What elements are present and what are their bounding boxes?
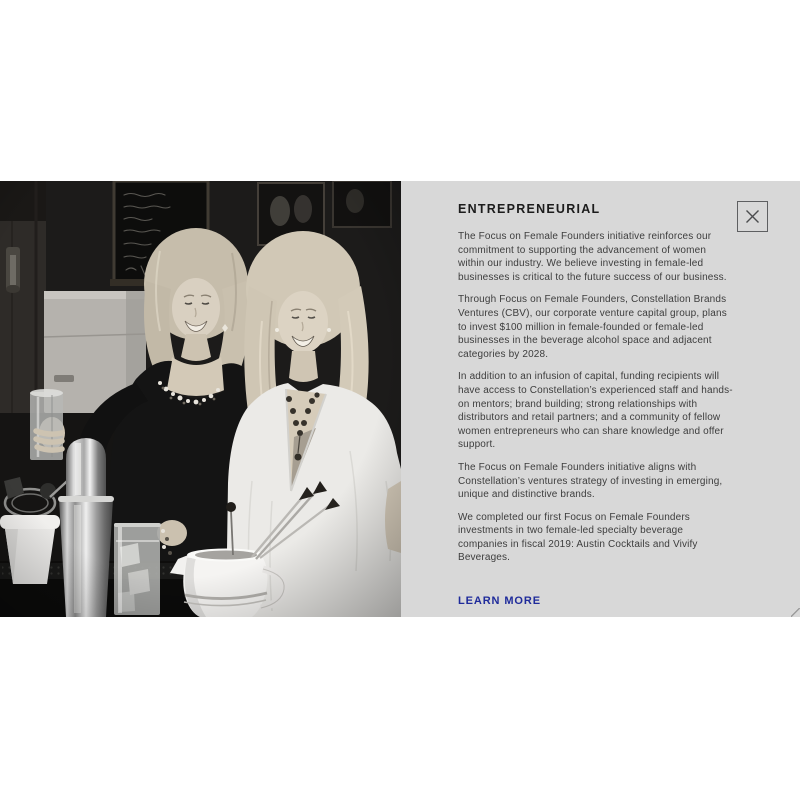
initiative-modal (0, 181, 800, 617)
learn-more-link[interactable]: LEARN MORE (458, 595, 541, 608)
paragraph-3: In addition to an infusion of capital, funding recipients will have access to Constellation’s experienced staff and hands-on mentors; brand building; strong relationships with distributors and retail partners; and a community of fellow women entrepreneurs who can share knowledge and offer support. (458, 371, 733, 451)
close-icon (745, 209, 760, 224)
founders-photo-illustration (0, 181, 401, 617)
founders-photo (0, 181, 401, 617)
paragraph-1: The Focus on Female Founders initiative reinforces our commitment to supporting the advancement of women within our industry. We believe investing in female-led businesses is critical to the future success of our business. (458, 231, 727, 283)
corner-artifact (791, 608, 800, 617)
panel-body (458, 230, 734, 609)
paragraph-4: The Focus on Female Founders initiative aligns with Constellation’s ventures strategy of investing in emerging, unique and distinctive brands. (458, 461, 723, 501)
paragraph-2: Through Focus on Female Founders, Constellation Brands Ventures (CBV), our corporate venture capital group, plans to invest $100 million in female-founded or female-led businesses in the beverage alcohol space and adjacent categories by 2028. (458, 294, 727, 360)
info-panel (401, 181, 800, 617)
paragraph-5: We completed our first Focus on Female Founders investments in two female-led specialty beverage companies in fiscal 2019: Austin Cocktails and Vivify Beverages. (458, 511, 698, 564)
close-button[interactable] (737, 201, 768, 232)
panel-title: ENTREPRENEURIAL (458, 202, 601, 216)
